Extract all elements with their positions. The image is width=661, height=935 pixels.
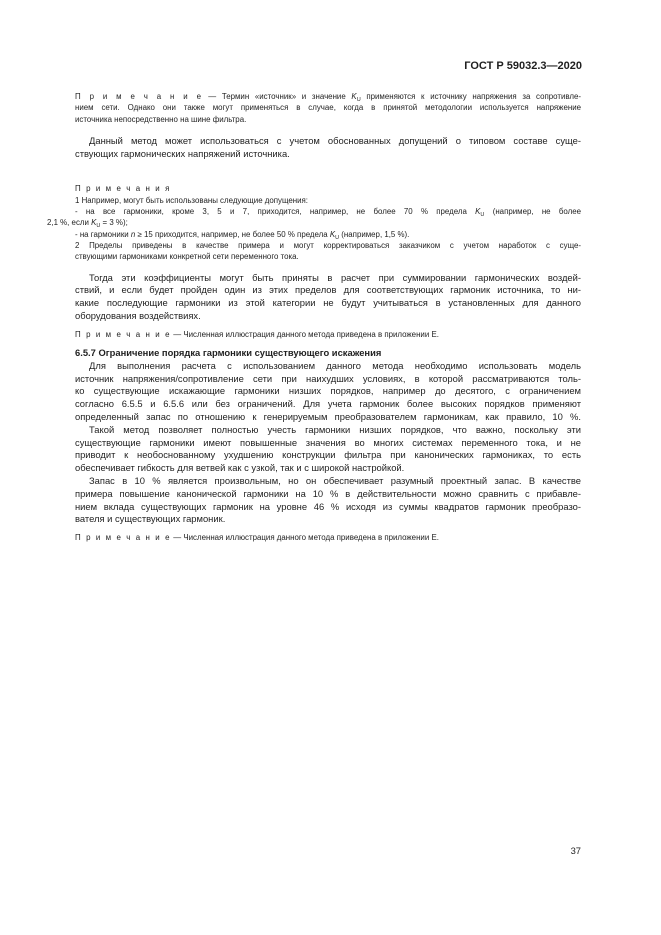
paragraph-margin: Запас в 10 % является произвольным, но он обеспечивает разумный проектный запас. В качестве примера повышение канонической гармоники на 10 % в действительности можно сравнить с прибавле- нием вклада существующих гармоник на уровне 46 % исходя из суммы квадратов гармоник преобразо- вателя и существующих гармоник. bbox=[75, 475, 581, 525]
section-heading: 6.5.7 Ограничение порядка гармоники существующего искажения bbox=[75, 347, 382, 359]
paragraph-method-benefit: Такой метод позволяет полностью учесть гармоники низших порядков, что важно, поскольку эти существующие гармоники имеют повышенные значения во многих системах переменного тока, и не приводит к необоснованному ухудшению конструкции фильтра при канонических гармониках, то есть обеспечивает гибкость для ветвей как с узкой, так и с широкой настройкой. bbox=[75, 423, 581, 474]
note-appendix-e-final: П р и м е ч а н и е — Численная иллюстрация данного метода приведена в приложении Е. bbox=[75, 533, 439, 543]
document-code: ГОСТ Р 59032.3—2020 bbox=[464, 60, 582, 72]
paragraph-method: Данный метод может использоваться с учетом обоснованных допущений о типовом составе суще- ствующих гармонических напряжений источника. bbox=[75, 134, 581, 159]
paragraph-calculation: Для выполнения расчета с использованием данного метода необходимо использовать модель источник напряжения/сопротивление сети при наихудших условиях, в которой рассматриваются толь- ко существующие искажающие гармоники низших порядков, например до десятого, с ограничением согласно 6.5.5 и 6.5.6 или без ограничений. Для учета гармоник более высоких порядков применяют определенный запас по отношению к генерируемым преобразователем гармоникам, как правило, 10 %. bbox=[75, 359, 581, 423]
k-symbol: $K_U$ bbox=[329, 229, 340, 241]
page-content bbox=[47, 91, 581, 544]
note-source-term: П р и м е ч а н и е — Термин «источник» и значение $K_U$ применяются к источнику напряжения за сопротивле- нием сети. Однако они также могут применяться в случае, когда в принятой методологии используется напряжение источника непосредственно на шине фильтра. bbox=[75, 92, 581, 124]
k-symbol: $K_U$ bbox=[91, 218, 101, 230]
note-appendix-e: П р и м е ч а н и е — Численная иллюстрация данного метода приведена в приложении Е. bbox=[75, 329, 439, 339]
notes-assumptions: П р и м е ч а н и я 1 Например, могут быть использованы следующие допущения: - на все гармоники, кроме 3, 5 и 7, приходится, например, не более 70 % предела $K_U$ (например, не более 2,1 %, если $K_U = 3$ %); - на гармоники n ≥ 15 приходится, например, не более 50 % предела $K_U$ (например, 1,5 %). 2 Пределы приведены в качестве примера и могут корректироваться заказчиком с учетом наработок с суще- ствующими гармониками конкретной сети переменного тока. bbox=[47, 184, 581, 262]
page-number: 37 bbox=[570, 845, 581, 856]
note-label: П р и м е ч а н и е bbox=[75, 92, 203, 101]
paragraph-coefficients: Тогда эти коэффициенты могут быть приняты в расчет при суммировании гармонических воздей- ствий, и если будет пройден один из этих пределов для соответствующих гармоник источника, то ни- какие последующие гармоники из этой категории не будут учитываться в установленных для данного оборудования воздействиях. bbox=[75, 271, 581, 321]
k-symbol: $K_U$ bbox=[351, 92, 361, 103]
notes-label: П р и м е ч а н и я bbox=[75, 184, 171, 194]
k-symbol: $K_U$ bbox=[475, 207, 485, 219]
